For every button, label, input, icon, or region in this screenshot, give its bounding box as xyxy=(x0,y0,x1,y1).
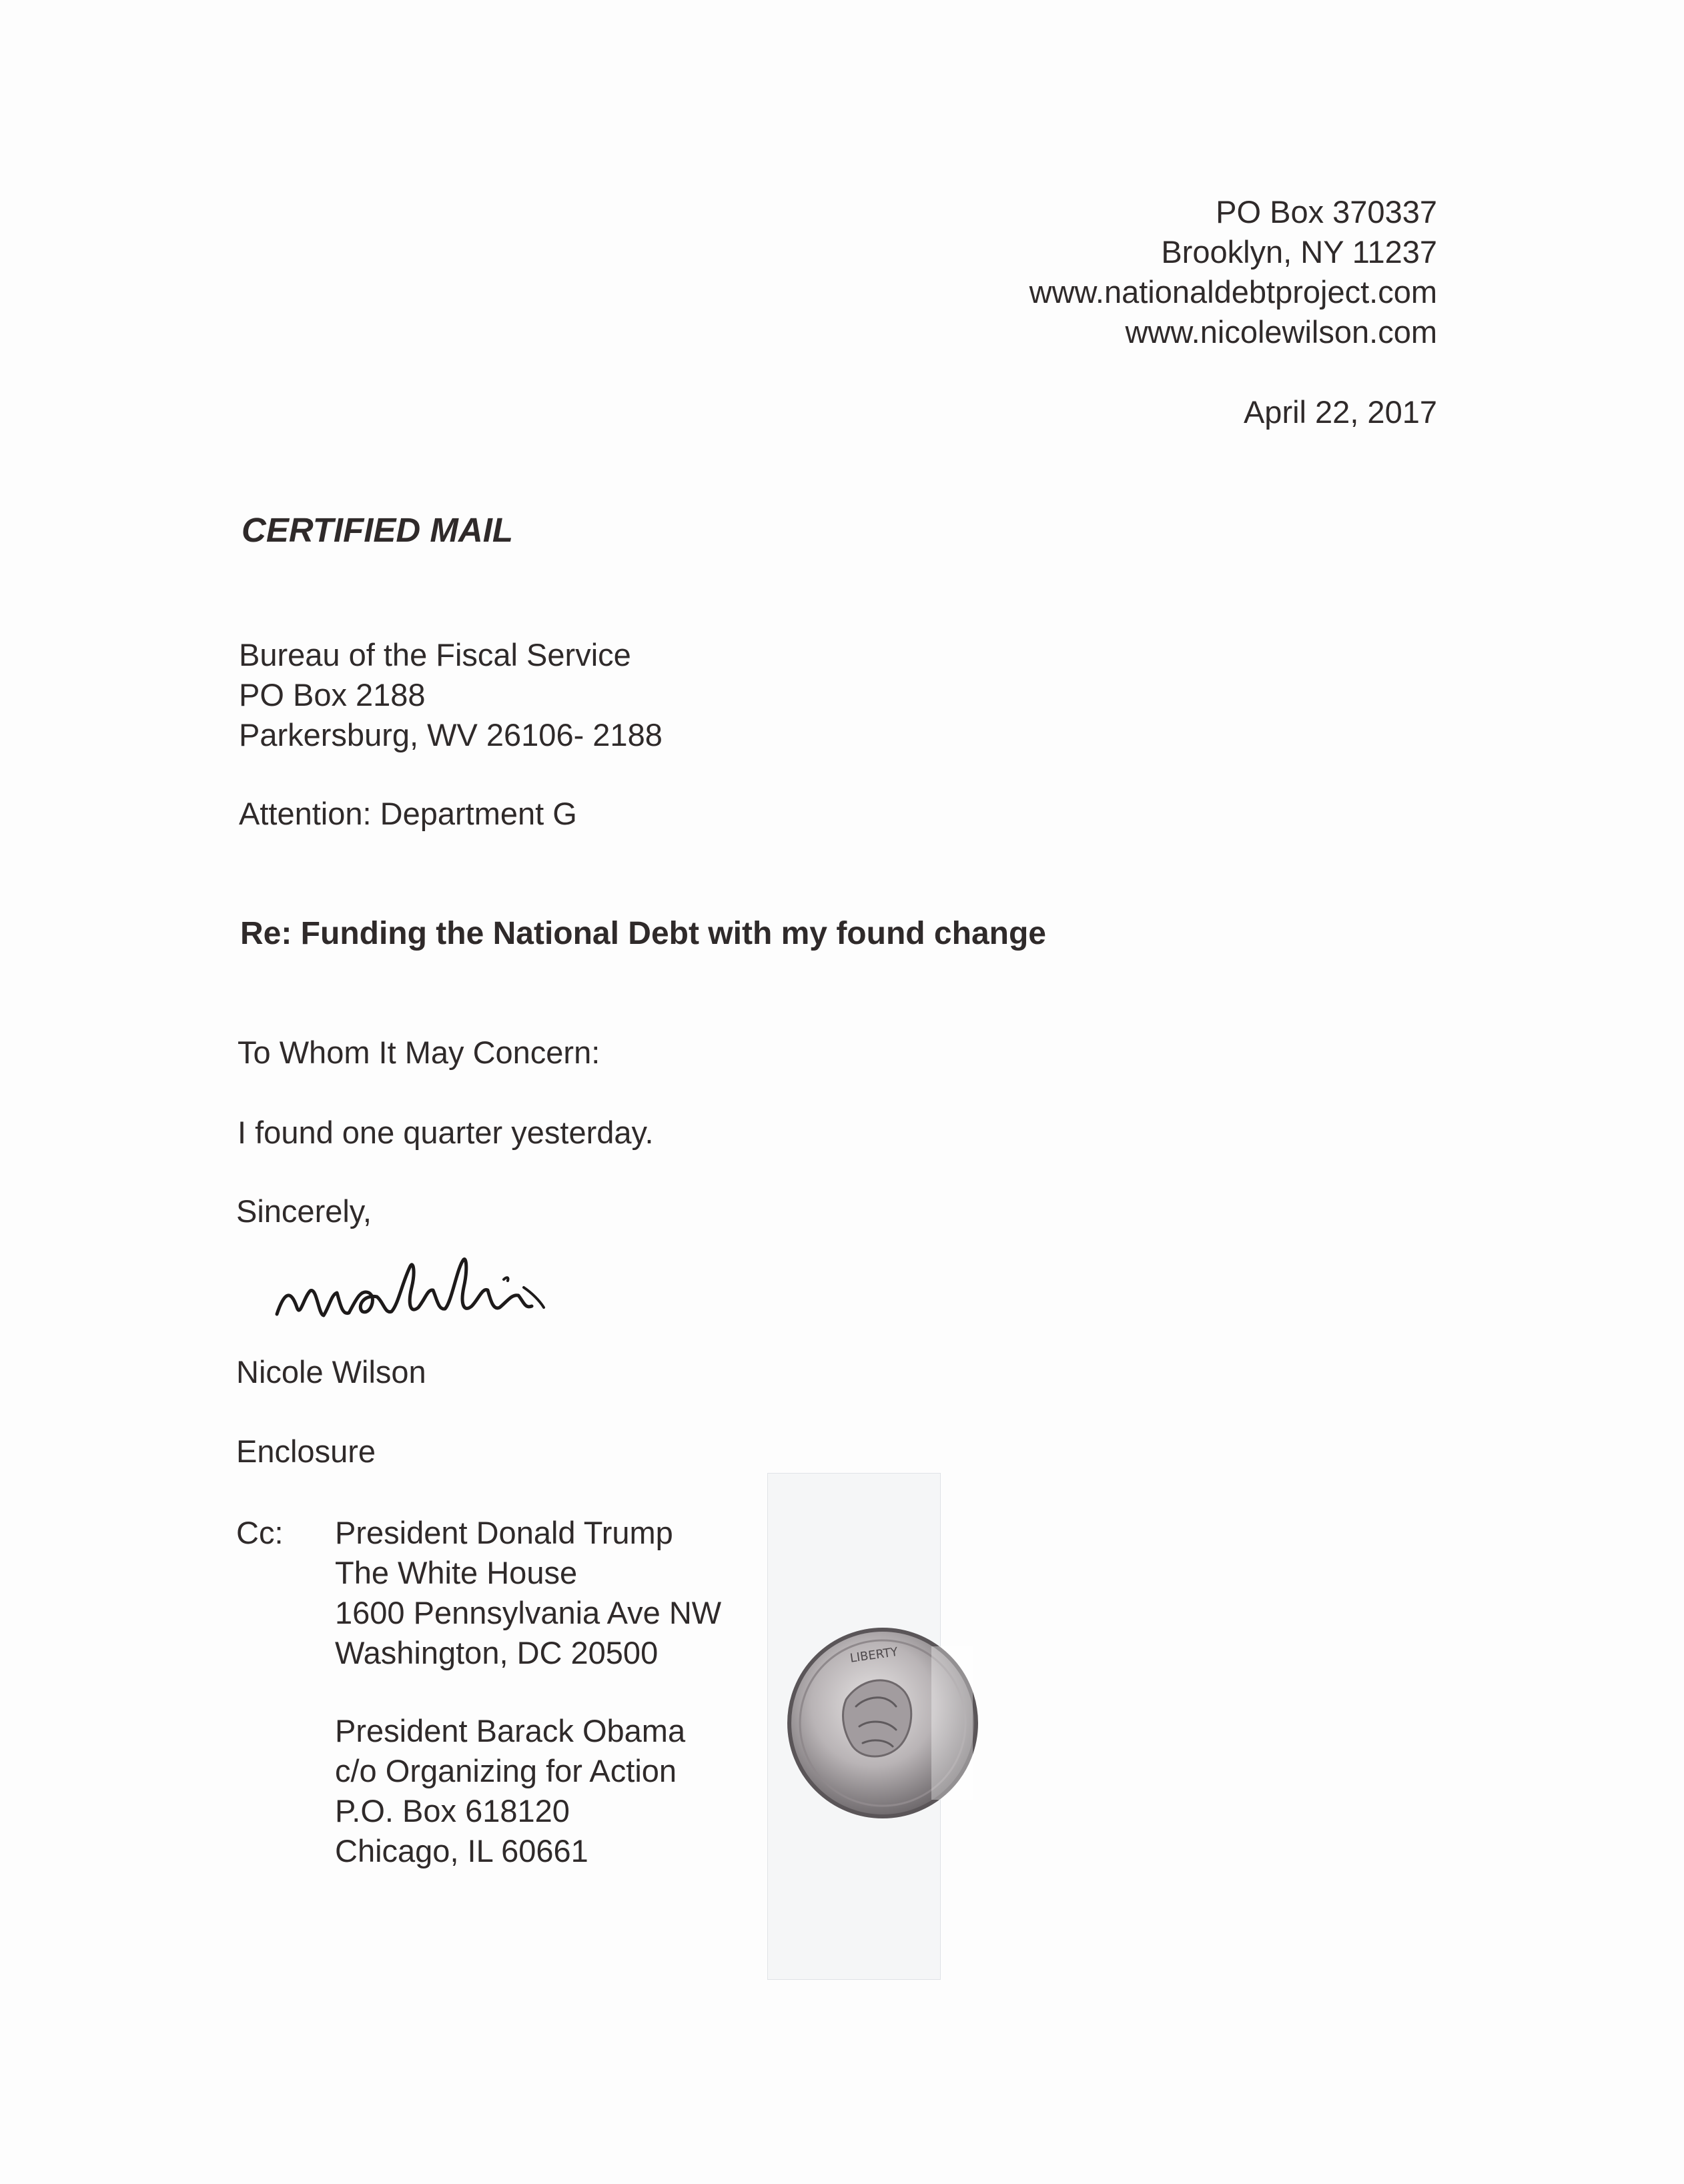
recipient-po-box: PO Box 2188 xyxy=(239,677,426,712)
sender-city-state: Brooklyn, NY 11237 xyxy=(1161,234,1437,269)
sender-website-1: www.nationaldebtproject.com xyxy=(1029,274,1437,310)
cc-recipient-name: President Donald Trump xyxy=(335,1515,673,1550)
closing: Sincerely, xyxy=(236,1193,372,1229)
cc-label: Cc: xyxy=(236,1515,284,1550)
letter-body: I found one quarter yesterday. xyxy=(238,1115,654,1150)
cc-recipient-city: Chicago, IL 60661 xyxy=(335,1833,588,1868)
recipient-name: Bureau of the Fiscal Service xyxy=(239,637,631,672)
cc-recipient-trump xyxy=(335,1513,721,1673)
delivery-method: CERTIFIED MAIL xyxy=(242,511,514,549)
salutation: To Whom It May Concern: xyxy=(238,1035,600,1070)
attention-line: Attention: Department G xyxy=(239,796,577,831)
recipient-city-state: Parkersburg, WV 26106- 2188 xyxy=(239,717,663,752)
cc-recipient-name: President Barack Obama xyxy=(335,1713,686,1748)
cc-recipient-obama xyxy=(335,1711,685,1871)
cc-recipient-org: The White House xyxy=(335,1555,578,1590)
cc-recipient-org: c/o Organizing for Action xyxy=(335,1753,677,1788)
coin-inscription: LIBERTY xyxy=(849,1644,899,1666)
recipient-address xyxy=(239,635,663,755)
sender-address xyxy=(1029,192,1437,352)
sender-po-box: PO Box 370337 xyxy=(1216,194,1437,229)
subject-line: Re: Funding the National Debt with my found change xyxy=(240,916,1046,951)
handwritten-signature xyxy=(270,1241,584,1341)
cc-recipient-po-box: P.O. Box 618120 xyxy=(335,1793,570,1828)
sender-website-2: www.nicolewilson.com xyxy=(1125,314,1437,350)
enclosure-note: Enclosure xyxy=(236,1434,376,1469)
signer-name: Nicole Wilson xyxy=(236,1354,426,1390)
cc-recipient-street: 1600 Pennsylvania Ave NW xyxy=(335,1595,722,1630)
quarter-coin xyxy=(786,1626,979,1820)
letter-date: April 22, 2017 xyxy=(1243,394,1437,430)
cc-recipient-city: Washington, DC 20500 xyxy=(335,1635,659,1670)
